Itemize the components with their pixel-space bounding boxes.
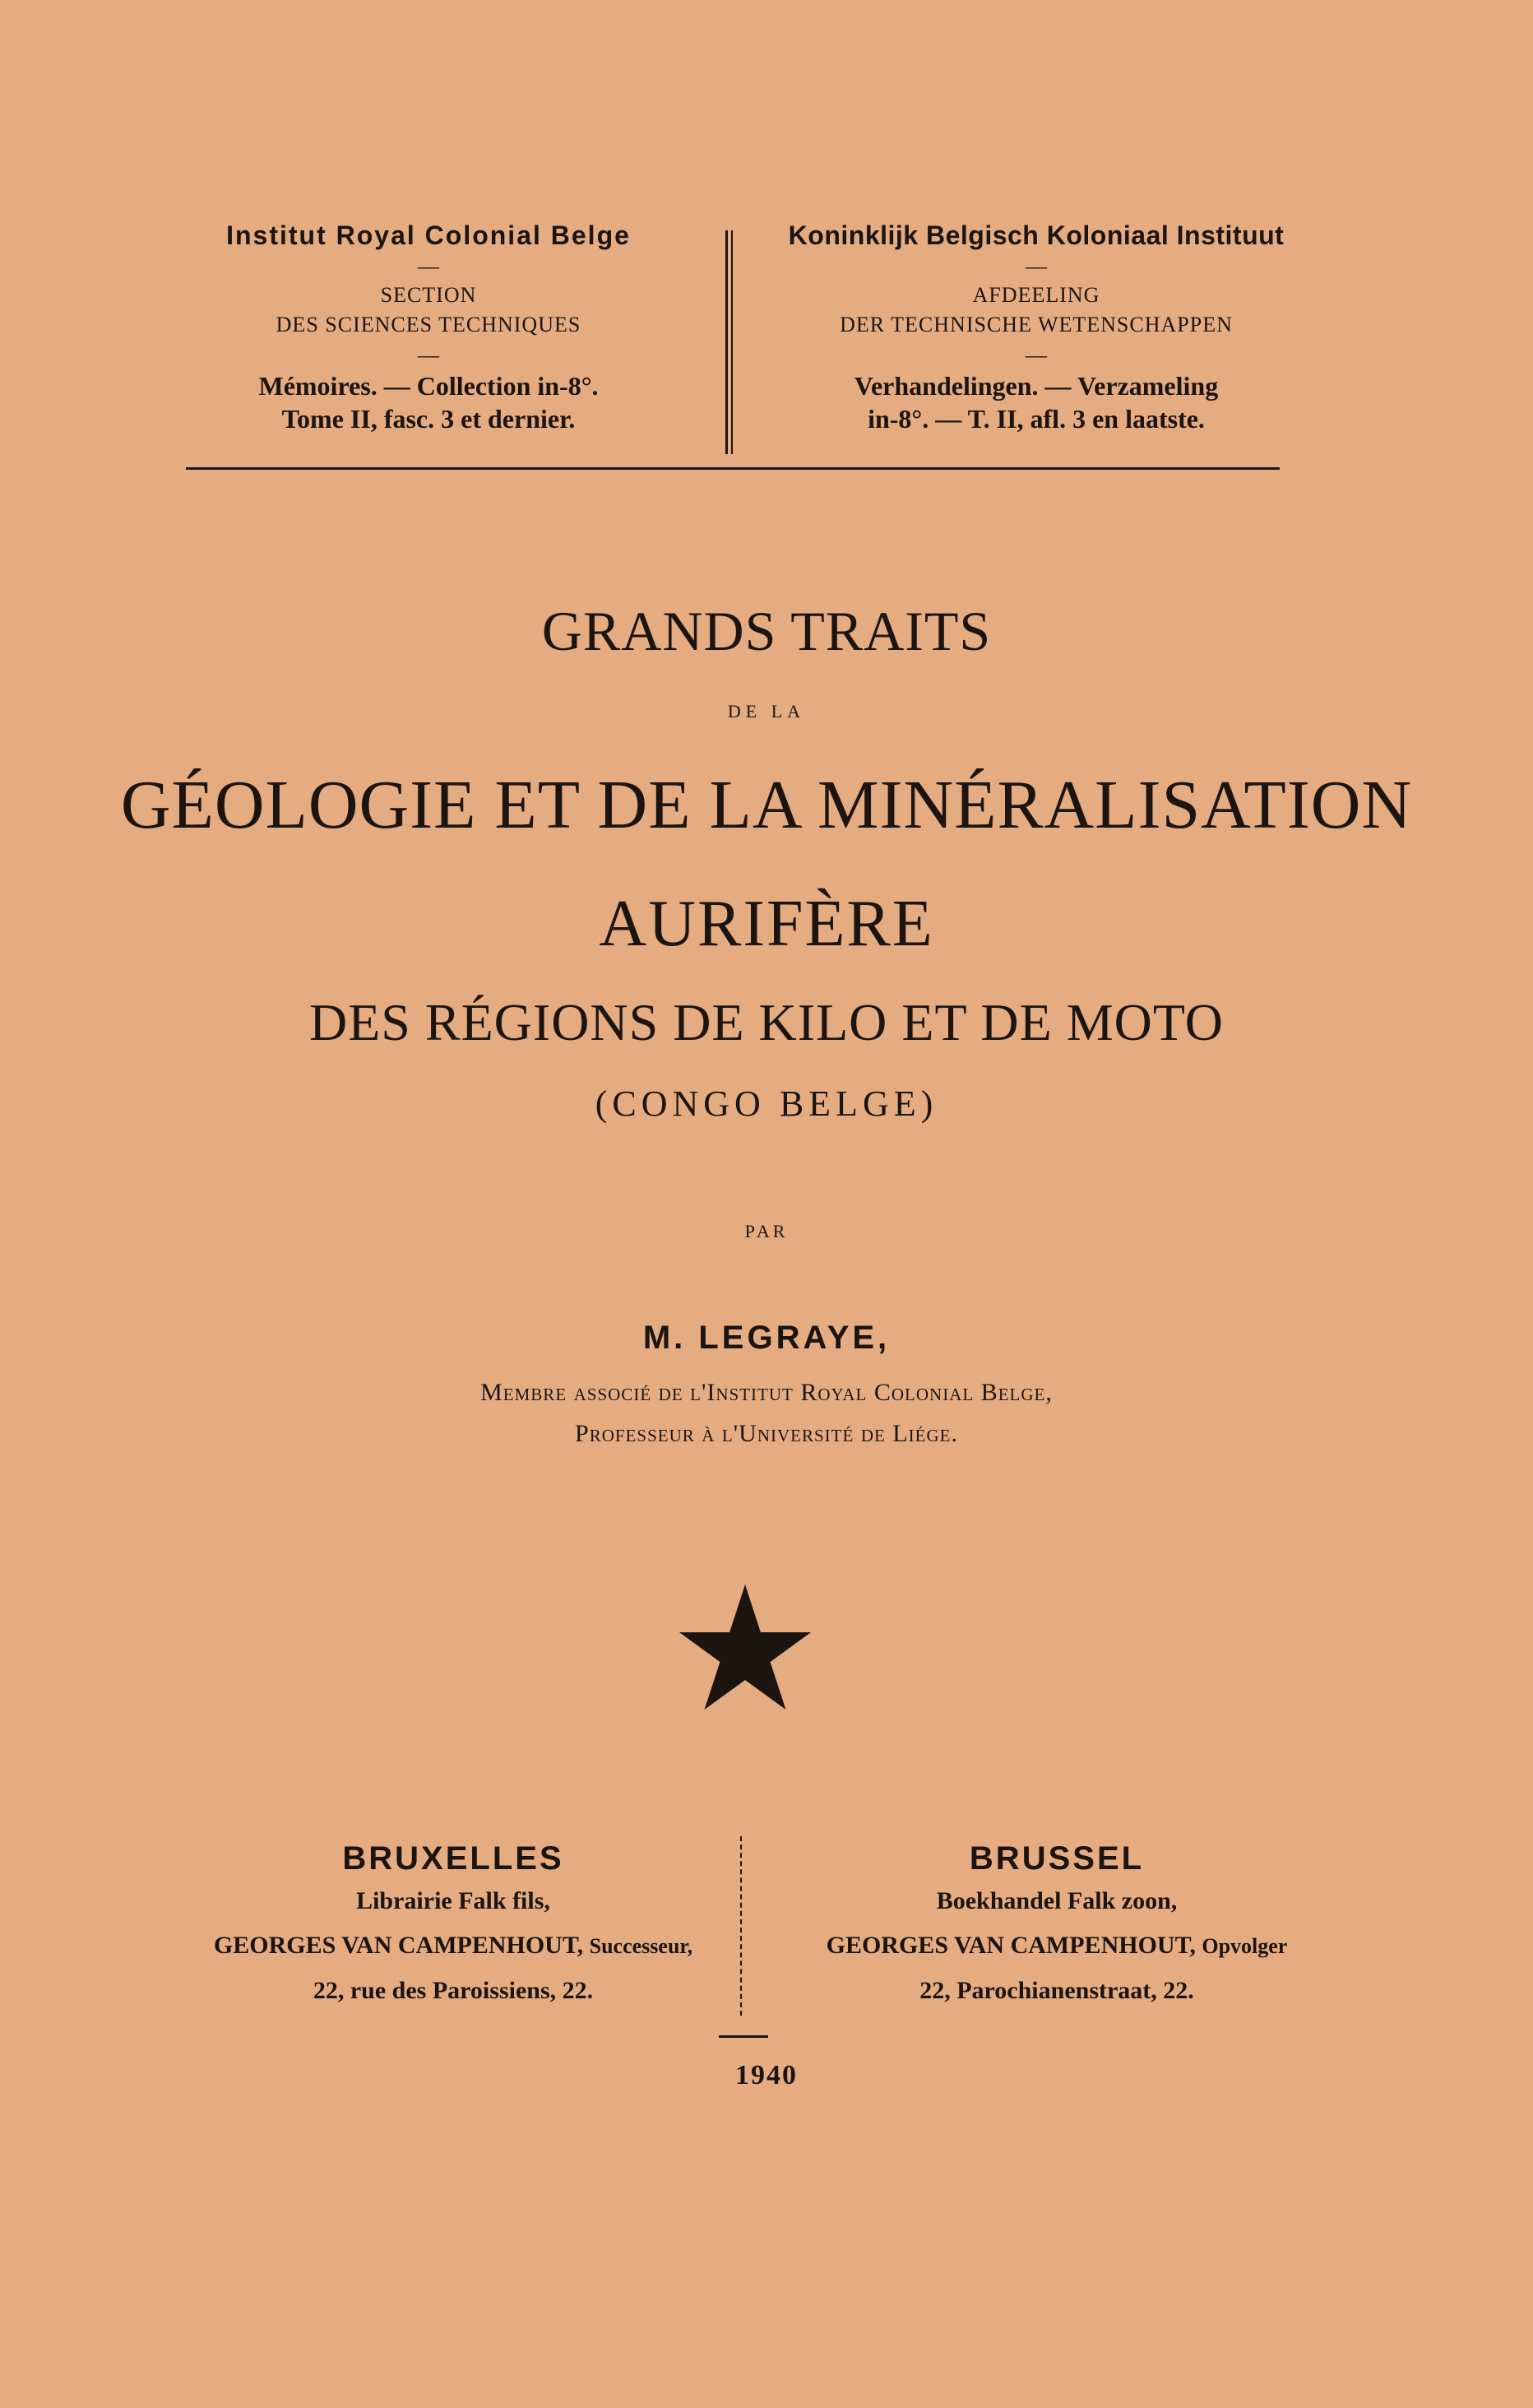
separator-dash: — — [1026, 254, 1047, 278]
author-role-2: Professeur à l'Université de Liége. — [575, 1420, 958, 1447]
collection-line-2: Tome II, fasc. 3 et dernier. — [281, 404, 576, 434]
section-line-1: SECTION — [380, 283, 477, 307]
year-rule — [719, 2035, 768, 2038]
collection-line-1: Verhandelingen. — Verzameling — [854, 371, 1219, 401]
title-connector: DE LA — [727, 701, 806, 721]
publisher-name: GEORGES VAN CAMPENHOUT, — [213, 1932, 584, 1959]
publisher-line-1: Librairie Falk fils, — [356, 1887, 550, 1914]
publisher-suffix: Successeur, — [589, 1934, 693, 1958]
author-role-1: Membre associé de l'Institut Royal Colonial Belge, — [480, 1379, 1053, 1406]
separator-dash: — — [418, 254, 439, 278]
publisher-address: 22, rue des Paroissiens, 22. — [313, 1977, 594, 2004]
publisher-name: GEORGES VAN CAMPENHOUT, — [826, 1932, 1196, 1959]
publisher-line-2 — [186, 1923, 720, 1969]
header-vertical-divider — [725, 230, 733, 454]
section-line-2: DES SCIENCES TECHNIQUES — [276, 313, 581, 336]
section-line-2: DER TECHNISCHE WETENSCHAPPEN — [840, 313, 1233, 336]
byline-par: PAR — [744, 1221, 789, 1241]
collection-line-1: Mémoires. — Collection in-8°. — [258, 371, 599, 401]
publication-year: 1940 — [735, 2060, 798, 2090]
publisher-address: 22, Parochianenstraat, 22. — [919, 1977, 1194, 2004]
header-rule — [186, 467, 1280, 470]
publisher-line-2 — [790, 1923, 1324, 1969]
title-line-1: GRANDS TRAITS — [541, 600, 992, 662]
collection-line-2: in-8°. — T. II, afl. 3 en laatste. — [868, 404, 1205, 434]
publisher-city: BRUXELLES — [342, 1840, 564, 1877]
section-line-1: AFDEELING — [972, 283, 1100, 307]
header-left-french — [186, 220, 671, 435]
publisher-suffix: Opvolger — [1202, 1934, 1288, 1958]
publisher-line-1: Boekhandel Falk zoon, — [936, 1887, 1178, 1914]
institute-name-nl: Koninklijk Belgisch Koloniaal Instituut — [788, 220, 1285, 250]
title-line-2: GÉOLOGIE ET DE LA MINÉRALISATION — [120, 767, 1413, 843]
title-line-5: (CONGO BELGE) — [595, 1083, 938, 1124]
separator-dash: — — [1026, 343, 1047, 367]
title-line-4: DES RÉGIONS DE KILO ET DE MOTO — [308, 993, 1225, 1051]
star-icon — [679, 1584, 811, 1710]
title-line-3: AURIFÈRE — [599, 888, 934, 960]
publisher-right — [790, 1838, 1324, 2013]
author-name: M. LEGRAYE, — [642, 1320, 891, 1356]
institute-name-fr: Institut Royal Colonial Belge — [226, 220, 631, 250]
publisher-left — [186, 1838, 720, 2013]
header-right-dutch — [781, 220, 1291, 435]
separator-dash: — — [418, 343, 439, 367]
publisher-vertical-divider — [740, 1836, 742, 2016]
publisher-city: BRUSSEL — [969, 1840, 1145, 1877]
